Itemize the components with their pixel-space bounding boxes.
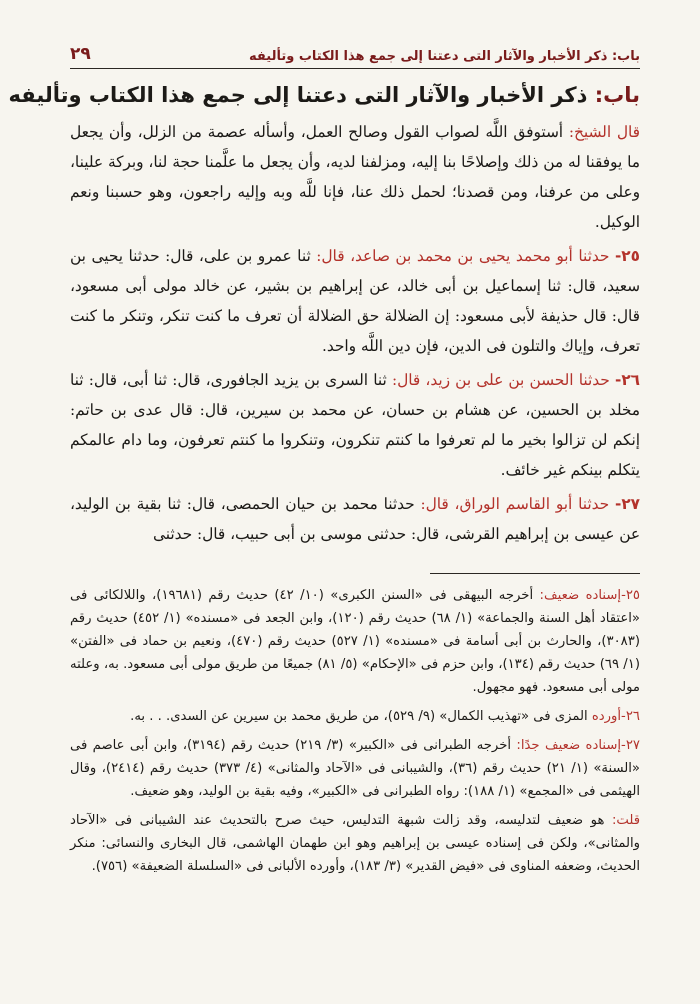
footnote-note [70,809,640,878]
hadith-chain: حدثنا أبو القاسم الوراق، قال: [420,495,610,513]
chapter-heading [8,83,640,107]
footnote-label: ٢٧-إسناده ضعيف جدًا: [516,738,640,753]
footnote-label: ٢٦-أورده [591,709,640,724]
hadith-text: ثنا عمرو بن على، قال: حدثنا يحيى بن سعيد، قال: ثنا إسماعيل بن أبى خالد، عن إبراهيم بن بشير، عن خالد مولى أبى مسعود، قال: قال حذيفة لأبى مسعود: إن الضلالة حق الضلالة أن تعرف ما كنت تنكر، وتنكر ما كنت تعرف، وإياك والتلون فى الدين، فإن دين اللَّه واحد. [70,247,640,355]
intro-speaker: قال الشيخ: [568,123,640,141]
hadith-number: ٢٧- [614,495,641,513]
footnote-27 [70,734,640,803]
footnote-26 [70,705,640,728]
footnote-divider [430,573,640,574]
footnote-text: المزى فى «تهذيب الكمال» (٩/ ٥٢٩)، من طريق محمد بن سيرين عن السدى. . . به. [130,709,588,724]
running-header [70,40,640,69]
chapter-heading-lead: باب: [594,83,640,107]
hadith-number: ٢٥- [614,247,640,265]
main-text [70,117,640,549]
hadith-chain: حدثنا أبو محمد يحيى بن محمد بن صاعد، قال: [316,247,610,265]
hadith-number: ٢٦- [614,371,640,389]
hadith-text: ثنا السرى بن يزيد الجافورى، قال: ثنا أبى، قال: ثنا مخلد بن الحسين، عن هشام بن حسان، عن محمد بن سيرين، قال: قال عدى بن حاتم: إنكم لن تزالوا بخير ما لم تعرفوا ما كنتم تنكرون، وتنكروا ما كنتم تعرفون، وما دام عالمكم يتكلم بينكم غير خائف. [70,371,640,479]
hadith-25 [70,241,640,361]
intro-paragraph [70,117,640,237]
hadith-text: حدثنا محمد بن حيان الحمصى، قال: ثنا بقية بن الوليد، عن عيسى بن إبراهيم القرشى، قال: حدثنى موسى بن أبى حبيب، قال: حدثنى [70,495,640,543]
footnote-text: أخرجه الطبرانى فى «الكبير» (٣/ ٢١٩) حديث رقم (٣١٩٤)، وابن أبى عاصم فى «السنة» (١/ ٢١) حديث رقم (٣٦)، والشيبانى فى «الآحاد والمثانى» (٤/ ٣٧٣) حديث رقم (٢٤١٤)، وقال الهيثمى فى «المجمع» (١/ ١٨٨): رواه الطبرانى فى «الكبير»، وفيه بقية بن الوليد، وهو ضعيف. [70,738,640,799]
footnote-text: هو ضعيف لتدليسه، وقد زالت شبهة التدليس، حيث صرح بالتحديث عند الشيبانى فى «الآحاد والمثانى»، ولكن فى إسناده عيسى بن إبراهيم وهو ابن طهمان الهاشمى، قال البخارى والنسائى: منكر الحديث، وضعفه المناوى فى «فيض القدير» (٣/ ١٨٣)، وأورده الألبانى فى «السلسلة الضعيفة» (٧٥٦). [70,813,640,874]
hadith-chain: حدثنا الحسن بن على بن زيد، قال: [391,371,610,389]
hadith-26 [70,365,640,485]
running-title: باب: ذكر الأخبار والآثار التى دعتنا إلى جمع هذا الكتاب وتأليفه [249,49,640,64]
chapter-heading-title: ذكر الأخبار والآثار التى دعتنا إلى جمع هذا الكتاب وتأليفه [8,83,588,107]
footnote-label: ٢٥-إسناده ضعيف: [539,588,641,603]
intro-text: أستوفق اللَّه لصواب القول وصالح العمل، وأسأله عصمة من الزلل، وأن يجعل ما يوفقنا له من ذلك وإصلاحًا بنا إليه، ومزلفنا لديه، وأن يجعل ما علَّمنا حجة لنا، وبركة علينا، وعلى من عرفنا، ومن قصدنا؛ لحمل ذلك عنا، فإنا للَّه وبه وإليه راجعون، وهو حسبنا ونعم الوكيل. [70,123,640,231]
page-number: ٢٩ [70,44,91,64]
footnotes [70,584,640,878]
footnote-text: أخرجه البيهقى فى «السنن الكبرى» (١٠/ ٤٢) حديث رقم (١٩٦٨١)، واللالكائى فى «اعتقاد أهل السنة والجماعة» (١/ ٦٨) حديث رقم (١٢٠)، وابن الجعد فى «مسنده» (١/ ٤٥٢) حديث رقم (٣٠٨٣)، والحارث بن أبى أسامة فى «مسنده» (١/ ٥٢٧) حديث رقم (٤٧٠)، ونعيم بن حماد فى «الفتن» (١/ ٦٩) حديث رقم (١٣٤)، وابن حزم فى «الإحكام» (٥/ ٨١) جميعًا من طريق مولى أبى مسعود. به، وعلته مولى أبى مسعود. فهو مجهول. [70,588,641,695]
hadith-27 [70,489,640,549]
footnote-25 [70,584,640,699]
footnote-label: قلت: [611,813,640,828]
